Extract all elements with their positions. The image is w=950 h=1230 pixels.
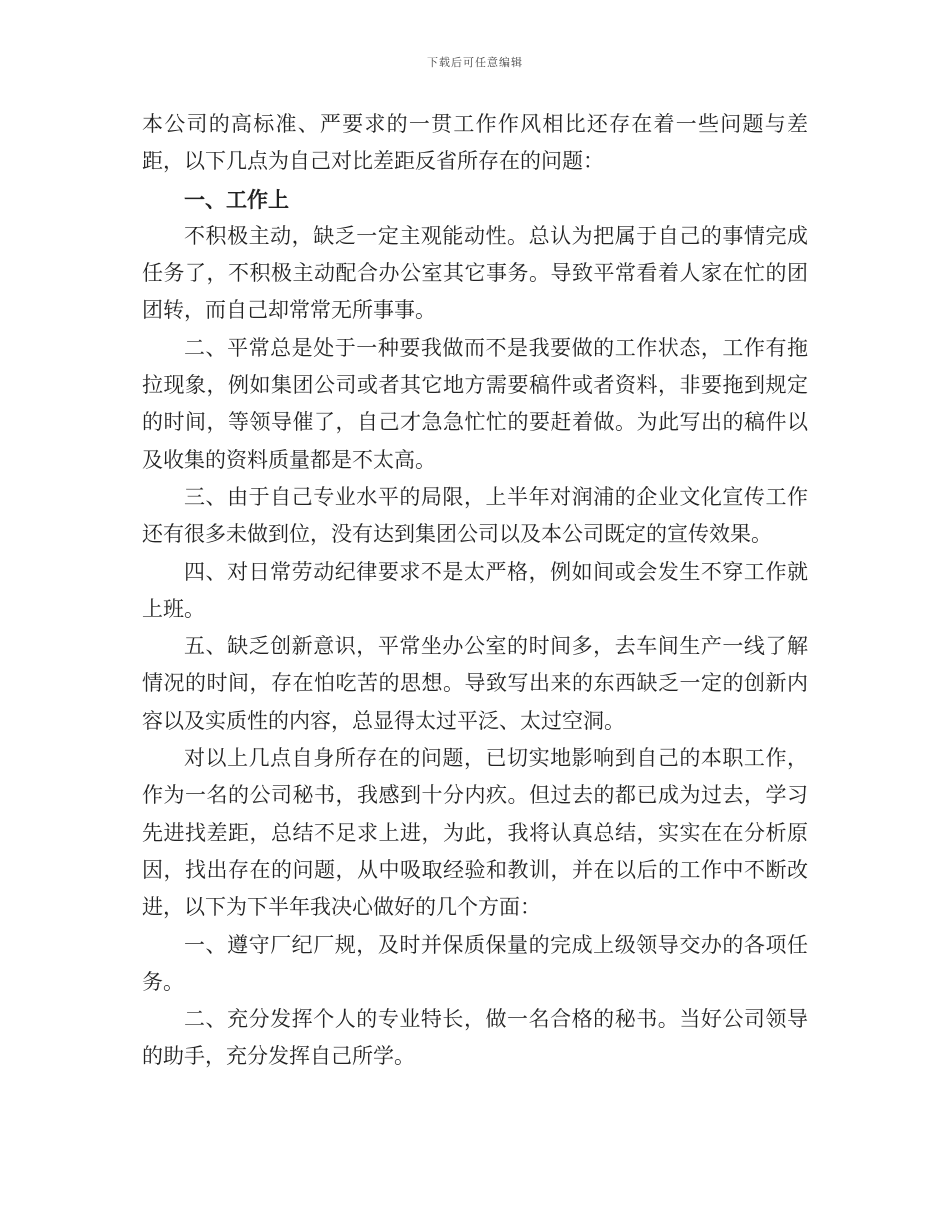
paragraph-procrastination: 二、平常总是处于一种要我做而不是我要做的工作状态，工作有拖拉现象，例如集团公司或者其它地方需要稿件或者资料，非要拖到规定的时间，等领导催了，自己才急急忙忙的要赶着做。为此写出的稿件以及收集的资料质量都是不太高。 [142,335,808,472]
paragraph-plan-rules: 一、遵守厂纪厂规，及时并保质保量的完成上级领导交办的各项任务。 [142,932,808,994]
document-body [142,106,808,1076]
paragraph-initiative: 不积极主动，缺乏一定主观能动性。总认为把属于自己的事情完成任务了，不积极主动配合办公室其它事务。导致平常看着人家在忙的团团转，而自己却常常无所事事。 [142,223,808,323]
paragraph-discipline: 四、对日常劳动纪律要求不是太严格，例如间或会发生不穿工作就上班。 [142,559,808,621]
paragraph-professional-level: 三、由于自己专业水平的局限，上半年对润浦的企业文化宣传工作还有很多未做到位，没有达到集团公司以及本公司既定的宣传效果。 [142,484,808,547]
header-note: 下载后可任意编辑 [427,56,523,69]
paragraph-innovation: 五、缺乏创新意识，平常坐办公室的时间多，去车间生产一线了解情况的时间，存在怕吃苦的思想。导致写出来的东西缺乏一定的创新内容以及实质性的内容，总显得太过平泛、太过空洞。 [142,634,808,733]
paragraph-reflection: 对以上几点自身所存在的问题，已切实地影响到自己的本职工作，作为一名的公司秘书，我感到十分内疚。但过去的都已成为过去，学习先进找差距，总结不足求上进，为此，我将认真总结，实实在在分析原因，找出存在的问题，从中吸取经验和教训，并在以后的工作中不断改进，以下为下半年我决心做好的几个方面： [142,746,808,920]
paragraph-plan-expertise: 二、充分发挥个人的专业特长，做一名合格的秘书。当好公司领导的助手，充分发挥自己所学。 [142,1007,808,1069]
section-heading-work: 一、工作上 [184,186,289,212]
paragraph-intro: 本公司的高标准、严要求的一贯工作作风相比还存在着一些问题与差距，以下几点为自己对比差距反省所存在的问题： [142,112,808,174]
